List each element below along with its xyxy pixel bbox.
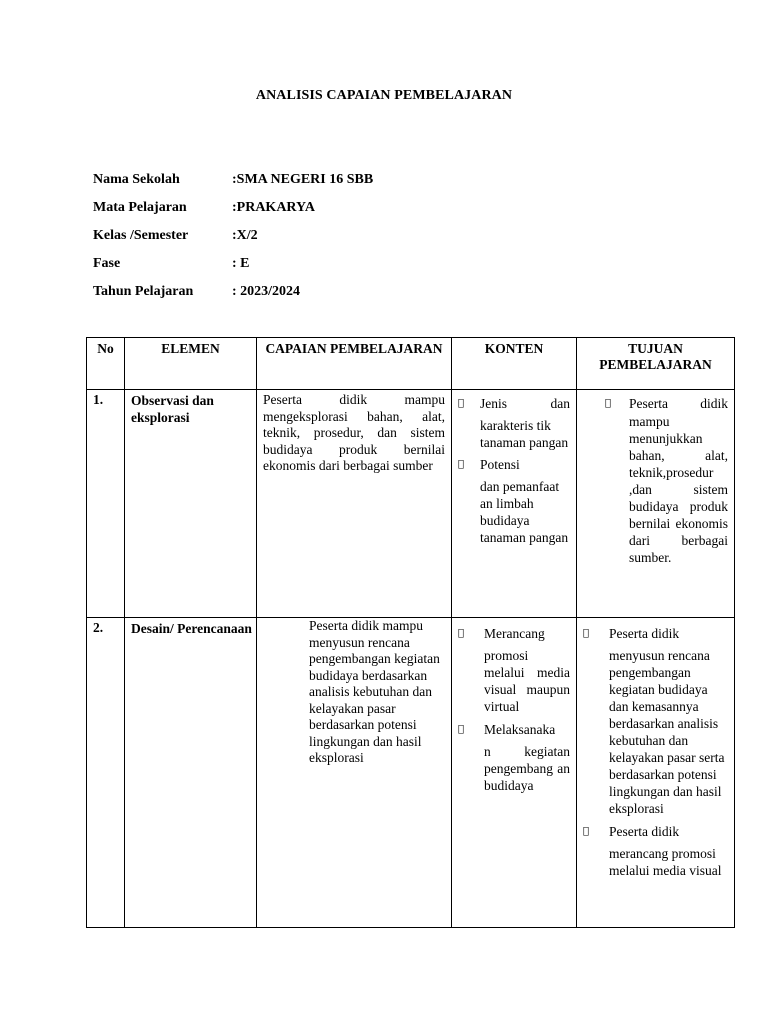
row-capaian: Peserta didik mampu mengeksplorasi bahan, alat, teknik, prosedur, dan sistem budidaya produk bernilai ekonomis dari berbagai sumber bbox=[257, 390, 452, 618]
info-value: :X/2 bbox=[232, 228, 258, 243]
info-label: Nama Sekolah bbox=[93, 172, 180, 187]
info-label: Fase bbox=[93, 256, 121, 271]
school-info bbox=[93, 172, 373, 312]
bullet-icon bbox=[458, 456, 480, 546]
bullet-head: Melaksanaka bbox=[484, 722, 556, 737]
bullet-rest: merancang promosi melalui media visual bbox=[609, 846, 722, 878]
info-value: : E bbox=[232, 256, 250, 271]
tujuan-bullet bbox=[607, 395, 728, 566]
tujuan-bullet bbox=[611, 625, 730, 823]
bullet-head: Potensi bbox=[480, 457, 520, 472]
bullet-rest: promosi melalui media visual maupun virtual bbox=[484, 648, 570, 714]
konten-bullet bbox=[486, 625, 570, 721]
bullet-rest: mampu menunjukkan bahan, alat, teknik,prosedur ,dan sistem budidaya produk bernilai ekonomis dari berbagai sumber. bbox=[629, 414, 728, 565]
info-row-subject bbox=[93, 200, 373, 228]
info-label: Tahun Pelajaran bbox=[93, 284, 194, 299]
row-konten bbox=[452, 390, 577, 618]
bullet-head: Jenis dan bbox=[480, 396, 570, 411]
bullet-rest: dan pemanfaat an limbah budidaya tanaman pangan bbox=[480, 479, 569, 545]
table-header-row bbox=[87, 338, 735, 390]
bullet-head: Peserta didik bbox=[609, 824, 680, 839]
row-capaian: Peserta didik mampu menyusun rencana pengembangan kegiatan budidaya berdasarkan analisis kebutuhan dan kelayakan pasar berdasarkan potensi lingkungan dan hasil eksplorasi bbox=[257, 618, 452, 928]
table-row bbox=[87, 618, 735, 928]
info-row-school bbox=[93, 172, 373, 200]
header-konten: KONTEN bbox=[452, 338, 577, 390]
info-value: : 2023/2024 bbox=[232, 284, 301, 299]
info-row-phase bbox=[93, 256, 373, 284]
bullet-rest: karakteris tik tanaman pangan bbox=[480, 418, 569, 450]
bullet-icon bbox=[583, 625, 609, 823]
info-label: Kelas /Semester bbox=[93, 228, 189, 243]
row-tujuan bbox=[577, 390, 735, 618]
konten-bullet bbox=[482, 456, 570, 546]
header-no: No bbox=[87, 338, 125, 390]
bullet-icon bbox=[458, 721, 484, 794]
row-number: 2. bbox=[87, 618, 125, 928]
info-label: Mata Pelajaran bbox=[93, 200, 187, 215]
bullet-icon bbox=[583, 823, 609, 879]
konten-bullet bbox=[482, 395, 570, 456]
bullet-head: Peserta didik bbox=[629, 396, 728, 411]
row-elemen: Observasi dan eksplorasi bbox=[125, 390, 257, 618]
row-number: 1. bbox=[87, 390, 125, 618]
header-capaian: CAPAIAN PEMBELAJARAN bbox=[257, 338, 452, 390]
row-tujuan bbox=[577, 618, 735, 928]
analysis-table bbox=[86, 337, 735, 928]
table-row bbox=[87, 390, 735, 618]
document-title: ANALISIS CAPAIAN PEMBELAJARAN bbox=[255, 88, 513, 103]
info-value: :PRAKARYA bbox=[232, 200, 315, 215]
konten-bullet bbox=[486, 721, 570, 794]
info-row-class bbox=[93, 228, 373, 256]
tujuan-bullet bbox=[611, 823, 730, 879]
bullet-head: Peserta didik bbox=[609, 626, 680, 641]
row-elemen: Desain/ Perencanaan bbox=[125, 618, 257, 928]
header-elemen: ELEMEN bbox=[125, 338, 257, 390]
info-value: :SMA NEGERI 16 SBB bbox=[232, 172, 374, 187]
bullet-rest: n kegiatan pengembang an budidaya bbox=[484, 744, 570, 793]
header-tujuan: TUJUAN PEMBELAJARAN bbox=[577, 338, 735, 390]
row-konten bbox=[452, 618, 577, 928]
bullet-icon bbox=[458, 395, 480, 456]
bullet-icon bbox=[458, 625, 484, 721]
info-row-year bbox=[93, 284, 373, 312]
bullet-rest: menyusun rencana pengembangan kegiatan budidaya dan kemasannya berdasarkan analisis kebutuhan dan kelayakan pasar serta berdasarkan potensi lingkungan dan hasil eksplorasi bbox=[609, 648, 725, 816]
bullet-head: Merancang bbox=[484, 626, 545, 641]
